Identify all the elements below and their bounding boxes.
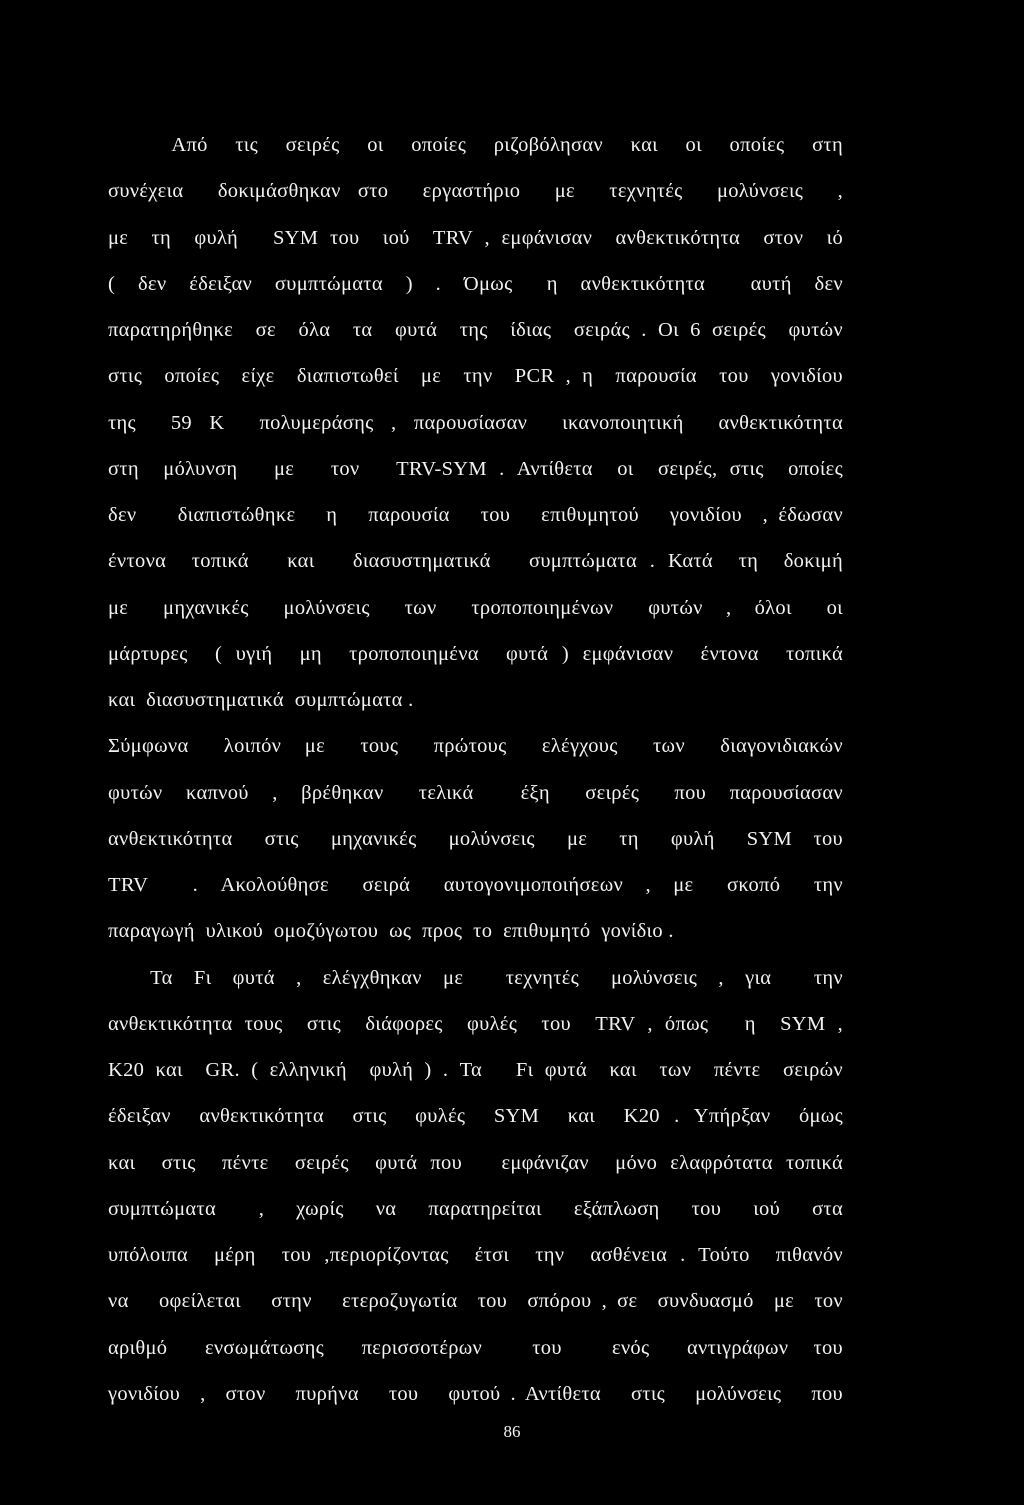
page-number: 86 [503,1422,521,1441]
text-line: στις οποίες είχε διαπιστωθεί με την PCR , η παρουσία του γονιδίου [108,365,843,388]
text-line: στη μόλυνση με τον TRV-SYM . Αντίθετα οι σειρές, στις οποίες [108,457,843,480]
text-line: φυτών καπνού , βρέθηκαν τελικά έξη σειρές που παρουσίασαν [108,781,843,804]
text-line: K20 και GR. ( ελληνική φυλή ) . Τα Fι φυτά και των πέντε σειρών [108,1059,843,1081]
text-line: συνέχεια δοκιμάσθηκαν στο εργαστήριο με τεχνητές μολύνσεις , [108,180,843,203]
text-line: με τη φυλή SYM του ιού TRV , εμφάνισαν ανθεκτικότητα στον ιό [108,226,843,249]
text-line: έδειξαν ανθεκτικότητα στις φυλές SYM και K20 . Υπήρξαν όμως [108,1105,843,1128]
body-text [108,122,843,1417]
text-line: αριθμό ενσωμάτωσης περισσοτέρων του ενός αντιγράφων του [108,1336,843,1359]
text-line: και στις πέντε σειρές φυτά που εμφάνιζαν μόνο ελαφρότατα τοπικά [108,1151,843,1174]
text-line: γονιδίου , στον πυρήνα του φυτού . Αντίθετα στις μολύνσεις που [108,1382,843,1405]
text-line: Τα Fι φυτά , ελέγχθηκαν με τεχνητές μολύνσεις , για την [108,966,843,989]
text-line: παραγωγή υλικού ομοζύγωτου ως προς το επιθυμητό γονίδιο . [108,920,674,943]
text-line: να οφείλεται στην ετεροζυγωτία του σπόρου , σε συνδυασμό με τον [108,1290,843,1313]
text-line: Σύμφωνα λοιπόν με τους πρώτους ελέγχους των διαγονιδιακών [108,735,843,758]
text-line: με μηχανικές μολύνσεις των τροποποιημένων φυτών , όλοι οι [108,596,843,619]
text-line: TRV . Ακολούθησε σειρά αυτογονιμοποιήσεων , με σκοπό την [108,874,843,896]
text-line: έντονα τοπικά και διασυστηματικά συμπτώματα . Κατά τη δοκιμή [108,550,843,573]
text-line: υπόλοιπα μέρη του ,περιορίζοντας έτσι την ασθένεια . Τούτο πιθανόν [108,1244,843,1266]
text-line: μάρτυρες ( υγιή μη τροποποιημένα φυτά ) εμφάνισαν έντονα τοπικά [108,642,843,665]
text-line: συμπτώματα , χωρίς να παρατηρείται εξάπλωση του ιού στα [108,1197,843,1220]
text-line: της 59 Κ πολυμεράσης , παρουσίασαν ικανοποιητική ανθεκτικότητα [108,411,843,434]
text-line: ανθεκτικότητα τους στις διάφορες φυλές του TRV , όπως η SYM , [108,1012,843,1035]
text-line: και διασυστηματικά συμπτώματα . [108,689,414,711]
text-line: ανθεκτικότητα στις μηχανικές μολύνσεις με τη φυλή SYM του [108,827,843,850]
text-line: Από τις σειρές οι οποίες ριζοβόλησαν και οι οποίες στη [108,134,843,156]
text-line: δεν διαπιστώθηκε η παρουσία του επιθυμητού γονιδίου , έδωσαν [108,504,843,526]
text-line: παρατηρήθηκε σε όλα τα φυτά της ίδιας σειράς . Οι 6 σειρές φυτών [108,319,843,341]
text-line: ( δεν έδειξαν συμπτώματα ) . Όμως η ανθεκτικότητα αυτή δεν [108,272,843,295]
